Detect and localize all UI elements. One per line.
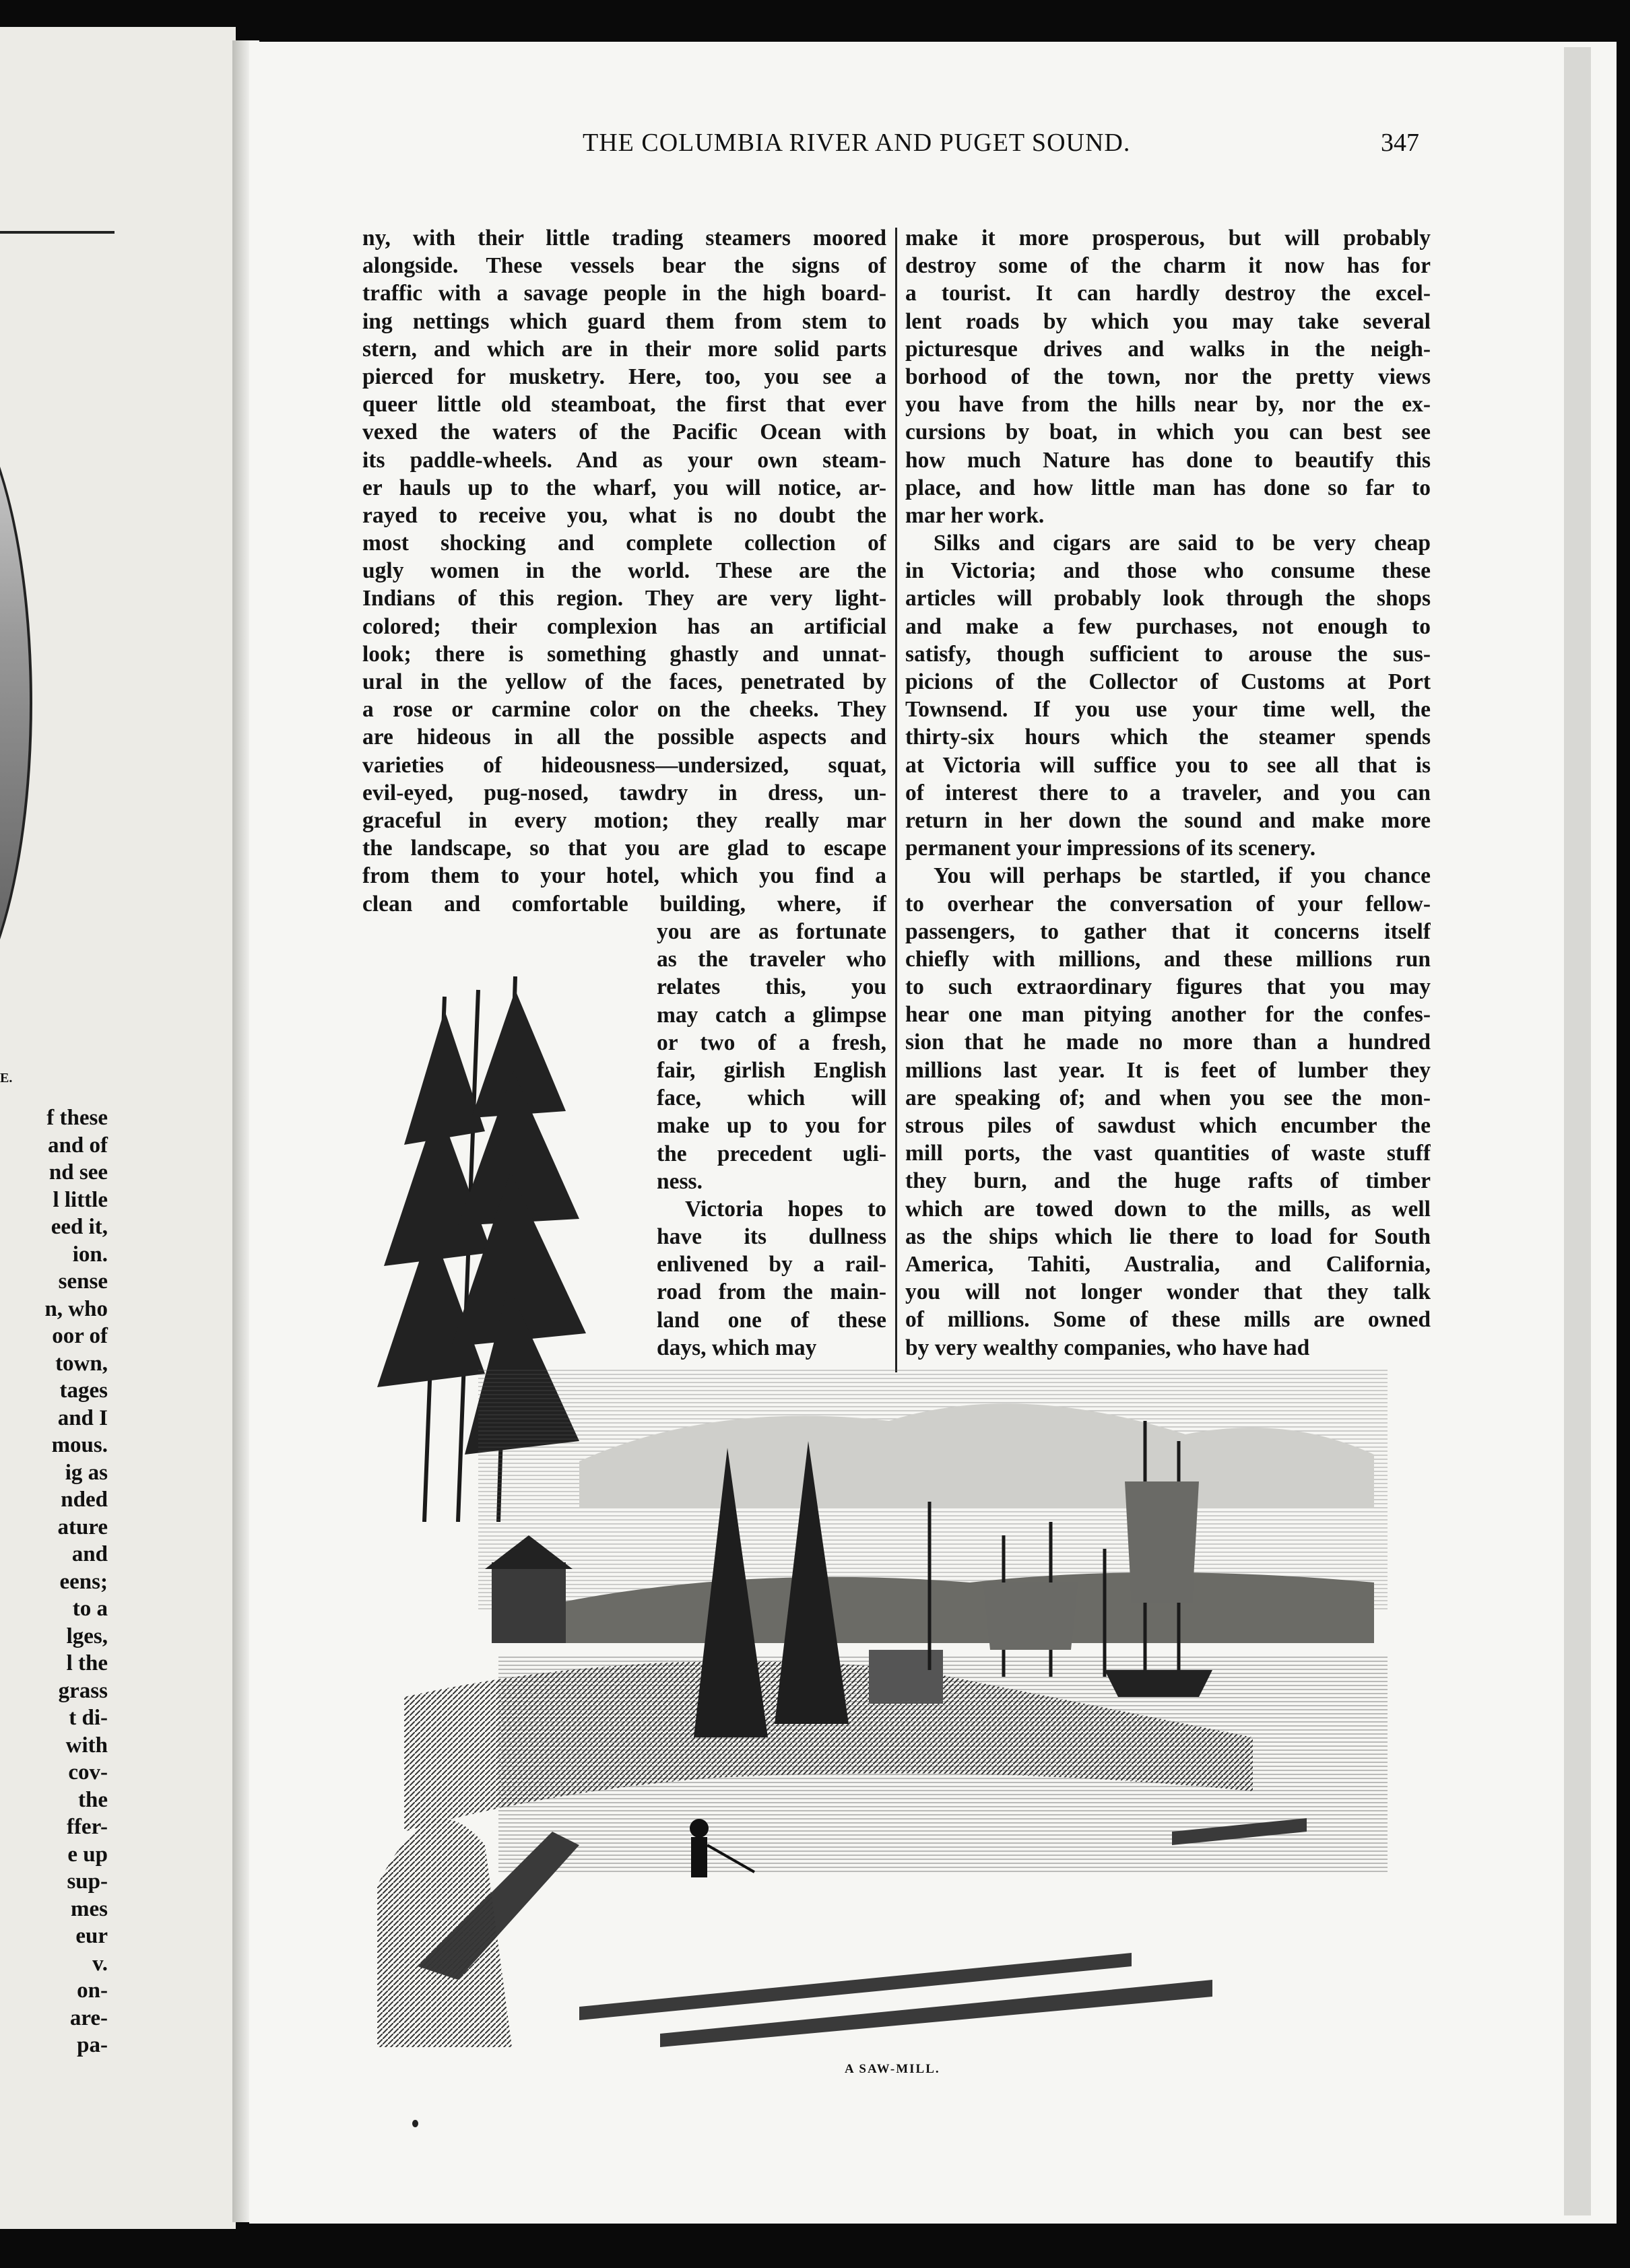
saw-mill-engraving <box>377 1360 1428 2047</box>
text-line: look; there is something ghastly and unnat- <box>362 641 886 667</box>
adjacent-text-line: l the <box>66 1651 108 1675</box>
text-line: Victoria hopes to <box>685 1196 886 1222</box>
text-line: lent roads by which you may take several <box>905 308 1431 334</box>
adjacent-text-line: eur <box>75 1924 108 1948</box>
text-line: You will perhaps be startled, if you chance <box>934 863 1431 889</box>
text-line: ny, with their little trading steamers moored <box>362 226 886 251</box>
text-line: colored; their complexion has an artificial <box>362 613 886 639</box>
text-line: of millions. Some of these mills are owned <box>905 1307 1431 1333</box>
text-line: its paddle-wheels. And as your own steam- <box>362 447 886 473</box>
page-edge <box>1564 47 1591 2215</box>
adjacent-text-line: eed it, <box>51 1215 108 1239</box>
ink-spot <box>412 2120 418 2127</box>
text-line: sion that he made no more than a hundred <box>905 1030 1431 1055</box>
running-head: THE COLUMBIA RIVER AND PUGET SOUND. <box>583 129 1131 157</box>
text-line: to such extraordinary figures that you may <box>905 974 1431 1000</box>
adjacent-text-line: f these <box>46 1106 108 1130</box>
text-line: millions last year. It is feet of lumber they <box>905 1057 1431 1083</box>
text-line: stern, and which are in their more solid parts <box>362 336 886 362</box>
adjacent-text-line: ig as <box>65 1460 108 1485</box>
text-line: rayed to receive you, what is no doubt the <box>362 502 886 528</box>
adjacent-text-line: and of <box>48 1133 108 1158</box>
adjacent-text-line: cov- <box>68 1760 108 1785</box>
adjacent-text-line: mous. <box>51 1433 108 1457</box>
adjacent-text-line: and I <box>57 1405 108 1430</box>
column-rule <box>895 228 897 1372</box>
adjacent-text-line: e up <box>67 1842 108 1867</box>
text-line: er hauls up to the wharf, you will notice, ar- <box>362 475 886 500</box>
text-line: graceful in every motion; they really mar <box>362 807 886 833</box>
text-line: thirty-six hours which the steamer spends <box>905 725 1431 750</box>
adjacent-text-line: nd see <box>48 1160 108 1185</box>
text-line: strous piles of sawdust which encumber the <box>905 1113 1431 1138</box>
adjacent-text-line: nded <box>61 1488 108 1512</box>
text-line: in Victoria; and those who consume these <box>905 558 1431 584</box>
text-line: make it more prosperous, but will probably <box>905 226 1431 251</box>
text-line: the landscape, so that you are glad to escape <box>362 836 886 861</box>
text-line: and make a few purchases, not enough to <box>905 613 1431 639</box>
adjacent-text-line: with <box>65 1733 108 1758</box>
text-line: passengers, to gather that it concerns itself <box>905 919 1431 944</box>
adjacent-text-line: tages <box>59 1378 108 1403</box>
adjacent-text-line: town, <box>55 1351 108 1376</box>
left-column-narrow-text <box>657 918 886 1362</box>
adjacent-text-line: ature <box>57 1514 108 1539</box>
text-line: you are as fortunate <box>657 919 886 944</box>
adjacent-text-line: the <box>78 1787 108 1812</box>
text-line: vexed the waters of the Pacific Ocean with <box>362 420 886 445</box>
text-line: have its dullness <box>657 1224 886 1250</box>
adjacent-text-line: pa- <box>77 2033 108 2057</box>
adjacent-text-line: l little <box>53 1187 108 1212</box>
text-line: from them to your hotel, which you find a <box>362 863 886 889</box>
text-line: a rose or carmine color on the cheeks. They <box>362 697 886 723</box>
figure-caption: A SAW-MILL. <box>845 2062 940 2076</box>
text-line: days, which may <box>657 1335 817 1360</box>
adjacent-page-caption-fragment: E. <box>0 1071 13 1086</box>
text-line: or two of a fresh, <box>657 1030 886 1055</box>
text-line: make up to you for <box>657 1113 886 1139</box>
adjacent-text-line: oor of <box>52 1324 108 1348</box>
adjacent-text-line: grass <box>58 1678 108 1703</box>
text-line: alongside. These vessels bear the signs of <box>362 253 886 279</box>
text-line: as the ships which lie there to load for South <box>905 1224 1431 1249</box>
text-line: Indians of this region. They are very light- <box>362 586 886 611</box>
text-line: return in her down the sound and make more <box>905 807 1431 833</box>
adjacent-page-rule <box>0 231 115 234</box>
left-column-text <box>362 224 886 918</box>
text-line: a tourist. It can hardly destroy the excel- <box>905 281 1431 306</box>
text-line: hear one man pitying another for the confes- <box>905 1002 1431 1028</box>
text-line: cursions by boat, in which you can best see <box>905 420 1431 445</box>
adjacent-text-line: sup- <box>67 1869 108 1894</box>
text-line: America, Tahiti, Australia, and California, <box>905 1251 1431 1277</box>
adjacent-text-line: sense <box>58 1269 108 1294</box>
text-line: which are towed down to the mills, as well <box>905 1196 1431 1222</box>
text-line: evil-eyed, pug-nosed, tawdry in dress, un- <box>362 780 886 805</box>
text-line: they burn, and the huge rafts of timber <box>905 1168 1431 1194</box>
text-line: most shocking and complete collection of <box>362 531 886 556</box>
text-line: relates this, you <box>657 974 886 1000</box>
page-number: 347 <box>1381 129 1419 157</box>
text-line: traffic with a savage people in the high board- <box>362 281 886 306</box>
text-line: Townsend. If you use your time well, the <box>905 697 1431 723</box>
text-line: of interest there to a traveler, and you can <box>905 780 1431 805</box>
text-line: the precedent ugli- <box>657 1141 886 1166</box>
text-line: ness. <box>657 1168 703 1194</box>
adjacent-text-line: ffer- <box>66 1815 108 1839</box>
text-line: ing nettings which guard them from stem to <box>362 308 886 334</box>
text-line: at Victoria will suffice you to see all that is <box>905 752 1431 778</box>
adjacent-text-line: are- <box>69 2005 108 2030</box>
text-line: are hideous in all the possible aspects and <box>362 725 886 750</box>
adjacent-text-line: t di- <box>69 1706 108 1730</box>
text-line: you have from the hills near by, nor the ex- <box>905 392 1431 418</box>
adjacent-text-line: eens; <box>59 1569 108 1594</box>
adjacent-text-line: on- <box>77 1978 108 2003</box>
text-line: chiefly with millions, and these millions run <box>905 946 1431 972</box>
adjacent-text-line: mes <box>71 1896 108 1921</box>
text-line: queer little old steamboat, the first that ever <box>362 392 886 418</box>
adjacent-page-fragment <box>0 27 236 2229</box>
text-line: articles will probably look through the shops <box>905 586 1431 611</box>
adjacent-text-line: n, who <box>44 1296 108 1321</box>
text-line: borhood of the town, nor the pretty views <box>905 364 1431 389</box>
text-line: to overhear the conversation of your fellow- <box>905 891 1431 916</box>
text-line: clean and comfortable building, where, if <box>362 891 886 916</box>
adjacent-page-illustration <box>0 377 32 1029</box>
text-line: Silks and cigars are said to be very cheap <box>934 531 1431 556</box>
text-line: satisfy, though sufficient to arouse the sus- <box>905 641 1431 667</box>
text-line: as the traveler who <box>657 947 886 972</box>
right-column-text <box>905 224 1431 1362</box>
text-line: mill ports, the vast quantities of waste stuff <box>905 1141 1431 1166</box>
text-line: picturesque drives and walks in the neigh- <box>905 336 1431 362</box>
adjacent-text-line: ion. <box>72 1242 108 1267</box>
adjacent-text-line: lges, <box>66 1624 108 1648</box>
text-line: mar her work. <box>905 502 1045 528</box>
text-line: ural in the yellow of the faces, penetrated by <box>362 669 886 694</box>
text-line: ugly women in the world. These are the <box>362 558 886 584</box>
text-line: may catch a glimpse <box>657 1002 886 1028</box>
text-line: enlivened by a rail- <box>657 1252 886 1277</box>
text-line: face, which will <box>657 1086 886 1111</box>
text-line: place, and how little man has done so far to <box>905 475 1431 500</box>
text-line: are speaking of; and when you see the mon- <box>905 1085 1431 1110</box>
text-line: picions of the Collector of Customs at Port <box>905 669 1431 694</box>
text-line: destroy some of the charm it now has for <box>905 253 1431 279</box>
adjacent-text-line: v. <box>92 1951 108 1976</box>
text-line: you will not longer wonder that they talk <box>905 1279 1431 1305</box>
adjacent-text-line: and <box>71 1542 108 1566</box>
text-line: pierced for musketry. Here, too, you see a <box>362 364 886 389</box>
text-line: how much Nature has done to beautify this <box>905 447 1431 473</box>
text-line: road from the main- <box>657 1279 886 1305</box>
adjacent-page-text <box>0 1104 108 2059</box>
text-line: land one of these <box>657 1307 886 1333</box>
text-line: permanent your impressions of its scenery. <box>905 836 1316 861</box>
text-line: varieties of hideousness—undersized, squat, <box>362 752 886 778</box>
adjacent-text-line: to a <box>72 1597 108 1621</box>
text-line: fair, girlish English <box>657 1057 886 1083</box>
text-line: by very wealthy companies, who have had <box>905 1335 1310 1360</box>
